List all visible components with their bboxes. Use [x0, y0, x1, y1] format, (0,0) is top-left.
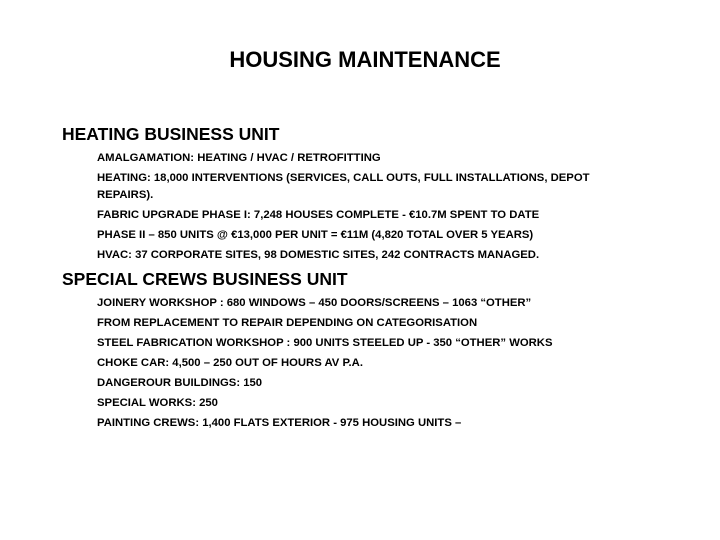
list-item: FROM REPLACEMENT TO REPAIR DEPENDING ON CATEGORISATION: [97, 317, 478, 329]
list-item: PAINTING CREWS: 1,400 FLATS EXTERIOR - 975 HOUSING UNITS –: [97, 417, 462, 429]
section-list-heating: [62, 150, 662, 264]
slide-title: HOUSING MAINTENANCE: [229, 47, 501, 72]
list-item: DANGEROUR BUILDINGS: 150: [97, 377, 263, 389]
list-item: FABRIC UPGRADE PHASE I: 7,248 HOUSES COMPLETE - €10.7M SPENT TO DATE: [97, 209, 540, 221]
list-item: JOINERY WORKSHOP : 680 WINDOWS – 450 DOORS/SCREENS – 1063 “OTHER”: [97, 297, 532, 309]
list-item: HEATING: 18,000 INTERVENTIONS (SERVICES, CALL OUTS, FULL INSTALLATIONS, DEPOT REPAIRS).: [97, 172, 590, 201]
list-item: SPECIAL WORKS: 250: [97, 397, 218, 409]
list-item: STEEL FABRICATION WORKSHOP : 900 UNITS STEELED UP - 350 “OTHER” WORKS: [97, 337, 553, 349]
section-heading-heating: HEATING BUSINESS UNIT: [62, 124, 280, 144]
list-item: AMALGAMATION: HEATING / HVAC / RETROFITTING: [97, 152, 381, 164]
list-item: PHASE II – 850 UNITS @ €13,000 PER UNIT = €11M (4,820 TOTAL OVER 5 YEARS): [97, 229, 534, 241]
list-item: CHOKE CAR: 4,500 – 250 OUT OF HOURS AV P.A.: [97, 357, 363, 369]
list-item: HVAC: 37 CORPORATE SITES, 98 DOMESTIC SITES, 242 CONTRACTS MANAGED.: [97, 249, 540, 261]
section-heading-special-crews: SPECIAL CREWS BUSINESS UNIT: [62, 269, 348, 289]
slide-content: [62, 122, 662, 435]
section-list-special-crews: [62, 295, 662, 432]
